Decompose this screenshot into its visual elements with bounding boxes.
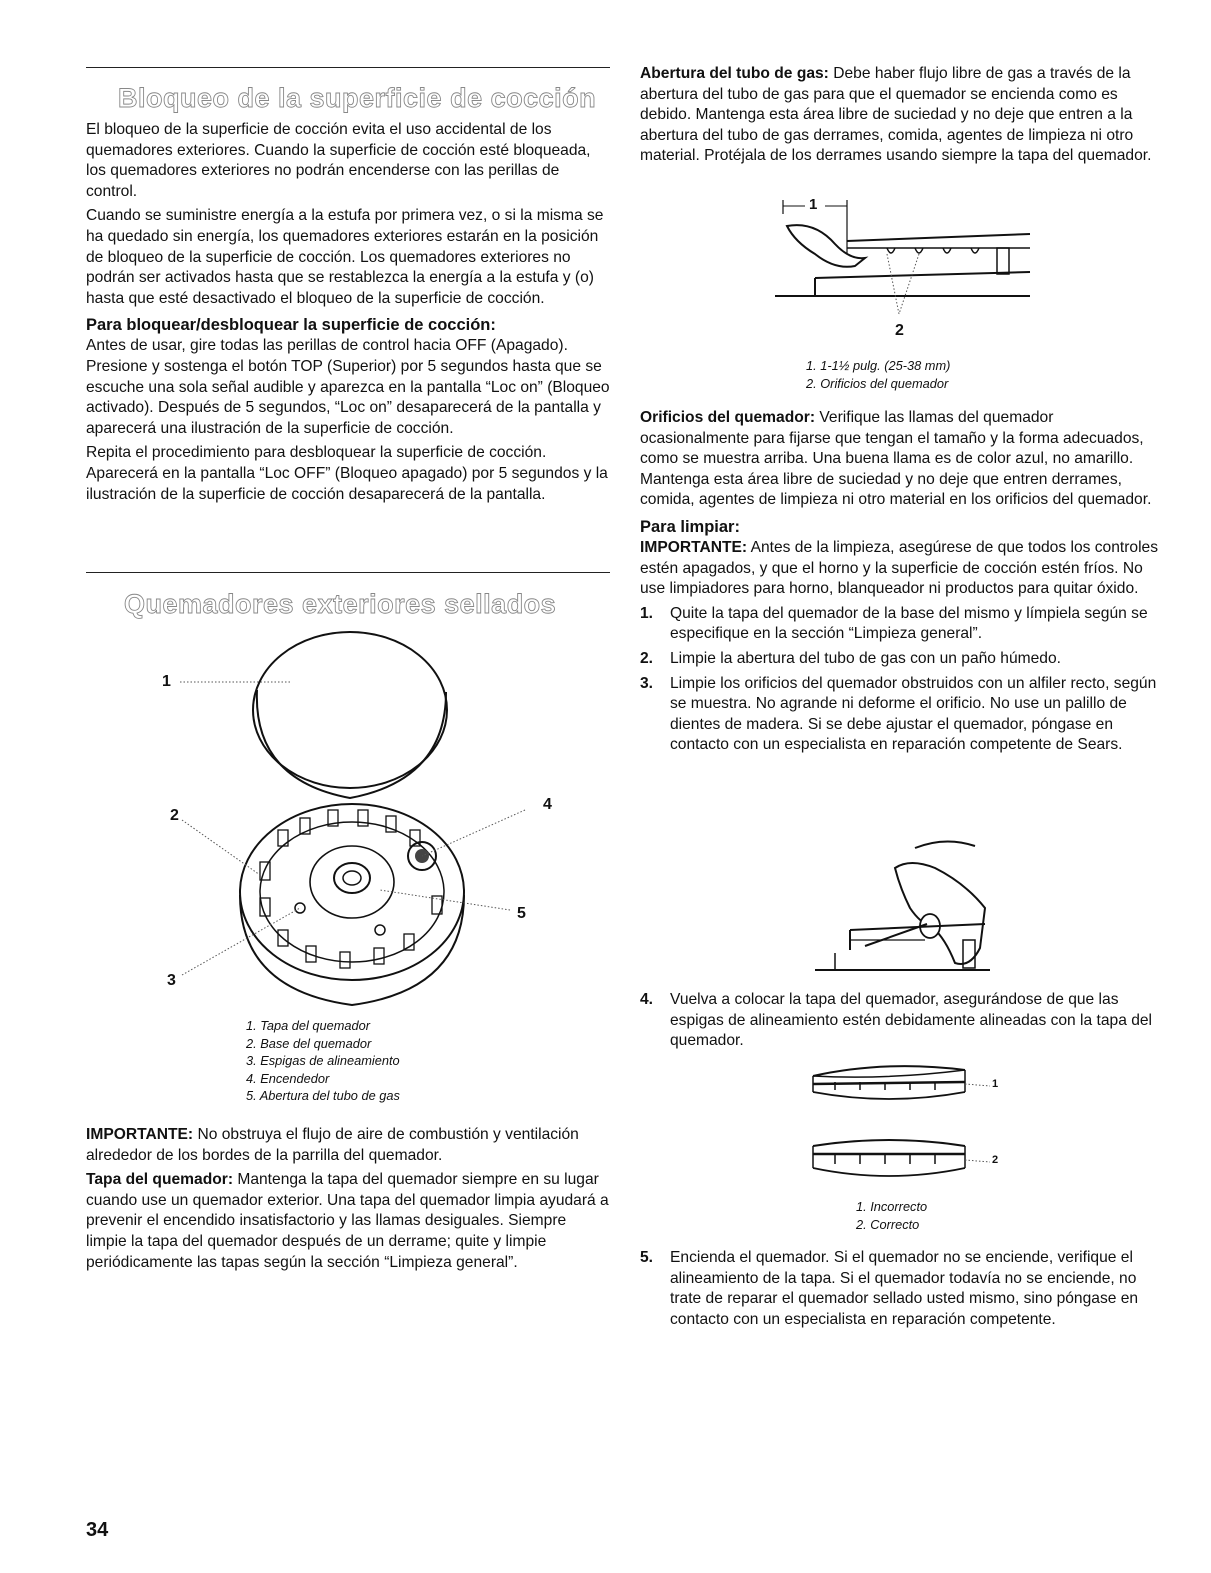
burner-label-3: 3 bbox=[167, 972, 176, 989]
lock-subhead: Para bloquear/desbloquear la superficie de cocción: bbox=[86, 316, 496, 335]
section2-title: Quemadores exteriores sellados bbox=[124, 589, 557, 619]
lock-paragraph-3: Antes de usar, gire todas las perillas de control hacia OFF (Apagado). Presione y sostenga el botón TOP (Superior) por 5 segundos hasta que se escuche una sola señal audible y aparezca en la pantalla “Loc on” (Bloqueo activado). Después de 5 segundos, “Loc on” desaparecerá de la pantalla y aparecerá una ilustración de la superficie de cocción. bbox=[86, 337, 610, 437]
ports-captions bbox=[806, 357, 950, 392]
alignment-captions bbox=[856, 1198, 927, 1233]
clean-step-text: Encienda el quemador. Si el quemador no se enciende, verifique el alineamiento de la tapa. Si el quemador todavía no se enciende, no trate de reparar el quemador sellado usted mismo, sino póngase en contacto con un especialista en reparación competente. bbox=[670, 1249, 1139, 1328]
clean-step bbox=[640, 1248, 1162, 1330]
clean-step-5 bbox=[640, 1248, 1162, 1330]
burner-caption-5: 5. Abertura del tubo de gas bbox=[246, 1088, 400, 1103]
clean-step bbox=[640, 990, 1162, 1052]
burner-captions bbox=[246, 1017, 400, 1105]
ports-caption-1: 1. 1-1½ pulg. (25-38 mm) bbox=[806, 358, 951, 373]
clean-step bbox=[640, 674, 1162, 756]
gas-text: Debe haber flujo libre de gas a través de la abertura del tubo de gas para que el quemador se encienda como es debido. Mantenga esta área libre de suciedad y no deje que entren a la abertura del tubo de gas derrames, comida, agentes de limpieza ni otro material. Protéjala de los derrames usando siempre la tapa del quemador. bbox=[640, 65, 1152, 165]
ports-fig-label-2: 2 bbox=[895, 322, 904, 339]
lock-paragraph-4: Repita el procedimiento para desbloquear la superficie de cocción. Aparecerá en la pantalla “Loc OFF” (Bloqueo apagado) por 5 segundos y la ilustración de la superficie de cocción desaparecerá de la pantalla. bbox=[86, 444, 608, 503]
important-paragraph bbox=[86, 1125, 610, 1166]
lock-paragraph-1: El bloqueo de la superficie de cocción evita el uso accidental de los quemadores exteriores. Cuando la superficie de cocción esté bloqueada, los quemadores exteriores no podrán encenderse con las perillas de control. bbox=[86, 121, 591, 200]
clean-step-4 bbox=[640, 990, 1162, 1052]
ports-caption-2: 2. Orificios del quemador bbox=[806, 375, 949, 391]
clean-step bbox=[640, 649, 1162, 670]
section1-rule bbox=[86, 67, 610, 68]
clean-step-text: Vuelva a colocar la tapa del quemador, asegurándose de que las espigas de alineamiento estén debidamente alineadas con la tapa del quemador. bbox=[670, 991, 1153, 1050]
ports-paragraph bbox=[640, 408, 1162, 511]
clean-step-number: 2. bbox=[640, 649, 654, 667]
clean-important-label: IMPORTANTE: bbox=[640, 538, 748, 556]
alignment-caption-2: 2. Correcto bbox=[856, 1216, 920, 1232]
clean-important-text: Antes de la limpieza, asegúrese de que todos los controles estén apagados, y que el horno y la superficie de cocción estén fríos. No use limpiadores para horno, blanqueador ni productos para quitar óxido. bbox=[640, 538, 1159, 598]
section2-rule bbox=[86, 572, 610, 573]
clean-steps-4 bbox=[640, 990, 1162, 1052]
ports-text: Verifique las llamas del quemador ocasionalmente para fijarse que tengan el tamaño y la forma adecuados, como se muestra arriba. Una buena llama es de color azul, no amarillo. Mantenga esta área libre de suciedad y no deje que entren derrames, comida, agentes de limpieza ni otro material en los orificios del quemador. bbox=[640, 409, 1152, 509]
clean-important-paragraph bbox=[640, 538, 1162, 600]
clean-step-number: 1. bbox=[640, 604, 654, 622]
lock-paragraph-2: Cuando se suministre energía a la estufa por primera vez, o si la misma se ha quedado sin energía, los quemadores exteriores estarán en la posición de bloqueo de la superficie de cocción. Los quemadores exteriores no podrán ser activados hasta que se restablezca la energía a la estufa y (o) hasta que esté desactivado el bloqueo de la superficie de cocción. bbox=[86, 207, 604, 307]
clean-step bbox=[640, 604, 1162, 645]
clean-step-text: Limpie la abertura del tubo de gas con un paño húmedo. bbox=[670, 649, 1061, 667]
clean-steps-5 bbox=[640, 1248, 1162, 1330]
ports-cleaning-section bbox=[640, 408, 1162, 756]
alignment-label-1: 1 bbox=[992, 1078, 999, 1090]
burner-caption-4: 4. Encendedor bbox=[246, 1070, 330, 1086]
cap-alignment-illustration bbox=[805, 1060, 1005, 1190]
clean-step-number: 3. bbox=[640, 674, 654, 692]
section1-title: Bloqueo de la superficie de cocción bbox=[118, 83, 597, 113]
burner-caption-1: 1. Tapa del quemador bbox=[246, 1018, 371, 1033]
cap-paragraph bbox=[86, 1170, 610, 1273]
clean-step-number: 4. bbox=[640, 991, 654, 1008]
ports-fig-label-1: 1 bbox=[809, 196, 818, 213]
burner-caption-3: 3. Espigas de alineamiento bbox=[246, 1053, 400, 1068]
cap-label: Tapa del quemador: bbox=[86, 1171, 234, 1189]
page-number: 34 bbox=[86, 1519, 109, 1541]
pin-cleaning-illustration bbox=[815, 828, 995, 976]
alignment-caption-1: 1. Incorrecto bbox=[856, 1199, 928, 1214]
ports-label: Orificios del quemador: bbox=[640, 409, 816, 426]
alignment-label-2: 2 bbox=[992, 1154, 999, 1166]
burner-ports-illustration bbox=[775, 196, 1035, 326]
important-label: IMPORTANTE: bbox=[86, 1126, 194, 1143]
burner-cap-illustration bbox=[150, 630, 470, 800]
burner-caption-2: 2. Base del quemador bbox=[246, 1035, 372, 1051]
gas-opening-section bbox=[640, 64, 1162, 167]
lock-section bbox=[86, 120, 610, 505]
cap-text: Mantenga la tapa del quemador siempre en su lugar cuando use un quemador exterior. Una tapa del quemador limpia ayudará a prevenir el encendido insatisfactorio y las llamas desiguales. Siempre limpie la tapa del quemador después de un derrame; quite y limpie periódicamente las tapas según la sección “Limpieza general”. bbox=[86, 1171, 609, 1271]
clean-step-text: Limpie los orificios del quemador obstruidos con un alfiler recto, según se muestra. No agrande ni deforme el orificio. No use un palillo de dientes de madera. Si se debe ajustar el quemador, póngase en contacto con un especialista en reparación competente de Sears. bbox=[670, 674, 1157, 754]
burner-notes bbox=[86, 1125, 610, 1273]
important-text: No obstruya el flujo de aire de combustión y ventilación alrededor de los bordes de la parrilla del quemador. bbox=[86, 1126, 579, 1164]
gas-paragraph bbox=[640, 64, 1162, 167]
clean-step-number: 5. bbox=[640, 1249, 654, 1266]
burner-label-5: 5 bbox=[517, 905, 526, 922]
gas-label: Abertura del tubo de gas: bbox=[640, 65, 829, 82]
burner-base-illustration bbox=[160, 800, 540, 1010]
burner-label-2: 2 bbox=[170, 807, 179, 824]
clean-step-text: Quite la tapa del quemador de la base del mismo y límpiela según se especifique en la sección “Limpieza general”. bbox=[670, 604, 1148, 643]
burner-label-1: 1 bbox=[162, 673, 171, 690]
burner-label-4: 4 bbox=[543, 796, 552, 813]
clean-subhead: Para limpiar: bbox=[640, 517, 740, 536]
clean-steps-1-3 bbox=[640, 604, 1162, 756]
